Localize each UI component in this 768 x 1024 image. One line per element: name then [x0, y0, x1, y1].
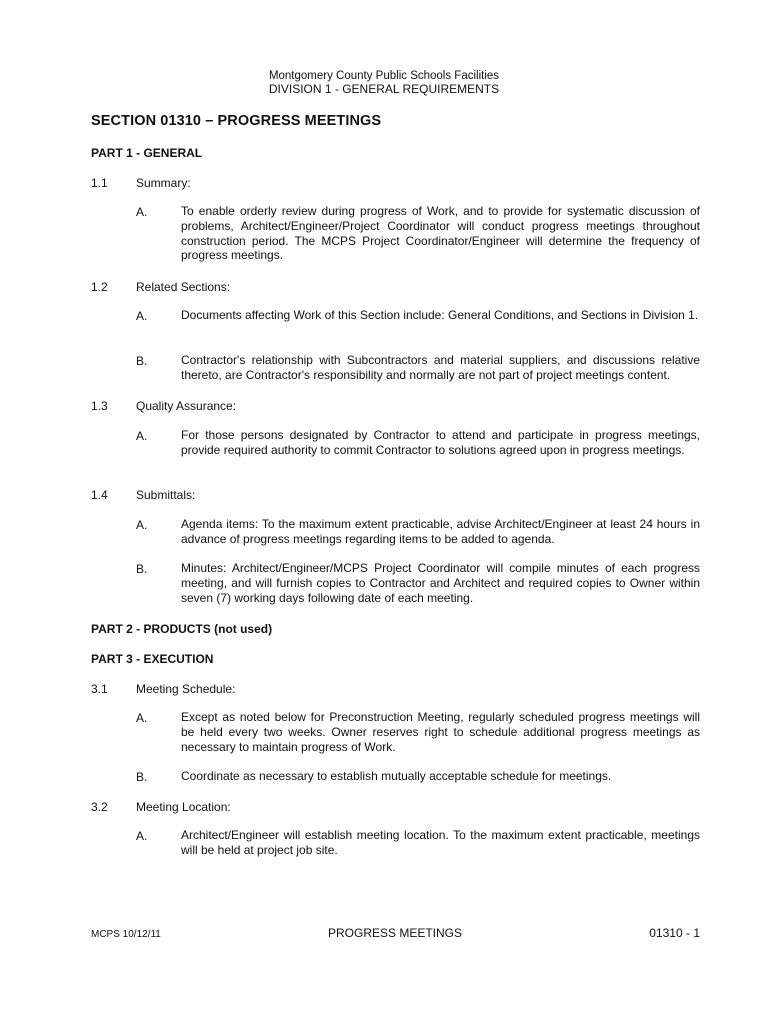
section-label: Meeting Location: [136, 800, 231, 814]
item-paragraph: To enable orderly review during progress of Work, and to provide for systematic discussion of problems, Architect/Engineer/Project Coordinator will conduct progress meetings throughout construction period. The MCPS Project Coordinator/Engineer will determine the frequency of progress meetings. [181, 204, 700, 263]
section-label: Summary: [136, 176, 191, 190]
item-letter: B. [136, 354, 148, 368]
item-paragraph: Coordinate as necessary to establish mutually acceptable schedule for meetings. [181, 769, 612, 783]
section-label: Submittals: [136, 488, 196, 502]
footer-date: MCPS 10/12/11 [91, 929, 161, 940]
item-letter: A. [136, 711, 148, 725]
item-paragraph: Minutes: Architect/Engineer/MCPS Project Coordinator will compile minutes of each progress meeting, and will furnish copies to Contractor and Architect and required copies to Owner within seven (7) working days following date of each meeting. [181, 561, 700, 605]
section-number: 1.1 [91, 176, 108, 190]
item-letter: A. [136, 829, 148, 843]
item-paragraph: Except as noted below for Preconstruction Meeting, regularly scheduled progress meetings will be held every two weeks. Owner reserves right to schedule additional progress meetings as necessary to maintain progress of Work. [181, 710, 700, 754]
section-label: Related Sections: [136, 280, 231, 294]
section-number: 1.3 [91, 399, 108, 413]
footer-title: PROGRESS MEETINGS [327, 926, 463, 940]
section-number: 3.1 [91, 682, 108, 696]
item-letter: A. [136, 518, 148, 532]
section-number: 3.2 [91, 800, 108, 814]
section-label: Meeting Schedule: [136, 682, 236, 696]
item-paragraph: Contractor's relationship with Subcontractors and material suppliers, and discussions relative thereto, are Contractor's responsibility and normally are not part of project meetings content. [181, 353, 700, 382]
part1-heading: PART 1 - GENERAL [91, 146, 203, 160]
header-org: Montgomery County Public Schools Facilities [268, 70, 500, 82]
item-letter: A. [136, 429, 148, 443]
section-title: SECTION 01310 – PROGRESS MEETINGS [91, 113, 382, 129]
item-paragraph: Architect/Engineer will establish meeting location. To the maximum extent practicable, meetings will be held at project job site. [181, 828, 700, 857]
part3-heading: PART 3 - EXECUTION [91, 652, 214, 666]
header-division: DIVISION 1 - GENERAL REQUIREMENTS [268, 82, 500, 96]
item-paragraph: Agenda items: To the maximum extent practicable, advise Architect/Engineer at least 24 hours in advance of progress meetings regarding items to be added to agenda. [181, 517, 700, 546]
item-letter: A. [136, 309, 148, 323]
section-number: 1.4 [91, 488, 108, 502]
section-label: Quality Assurance: [136, 399, 237, 413]
item-paragraph: For those persons designated by Contractor to attend and participate in progress meetings, provide required authority to commit Contractor to solutions agreed upon in progress meetings. [181, 428, 700, 457]
item-paragraph: Documents affecting Work of this Section include: General Conditions, and Sections in Division 1. [181, 308, 699, 322]
item-letter: A. [136, 205, 148, 219]
item-letter: B. [136, 770, 148, 784]
section-number: 1.2 [91, 280, 108, 294]
footer-page-number: 01310 - 1 [649, 926, 700, 940]
part2-heading: PART 2 - PRODUCTS (not used) [91, 622, 273, 636]
item-letter: B. [136, 562, 148, 576]
